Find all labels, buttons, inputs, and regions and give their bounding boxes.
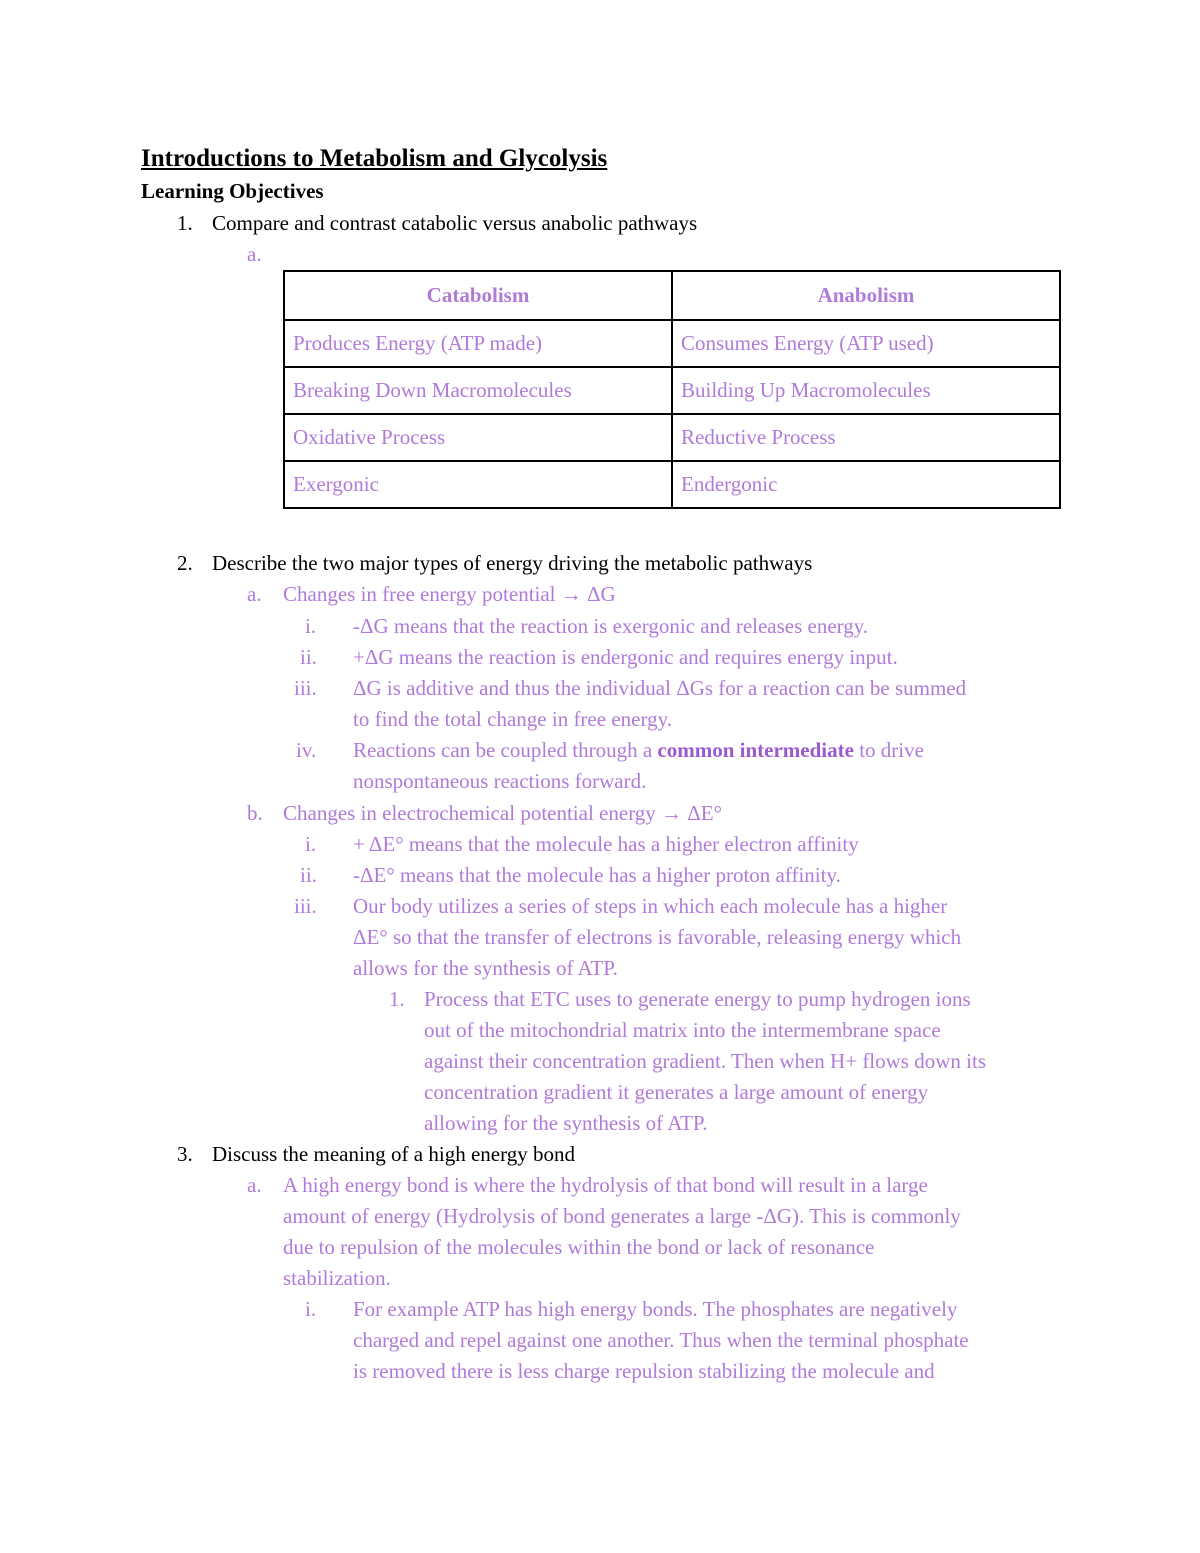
list-item-text: stabilization. bbox=[283, 1266, 391, 1290]
list-item-text: ΔG is additive and thus the individual ΔGs for a reaction can be summed bbox=[353, 676, 967, 700]
list-item-text: +ΔG means the reaction is endergonic and requires energy input. bbox=[353, 645, 898, 669]
list-number: 3. bbox=[177, 1142, 193, 1166]
text-run: to drive bbox=[853, 738, 924, 762]
table-cell: Consumes Energy (ATP used) bbox=[672, 320, 1060, 367]
table-row bbox=[284, 414, 1060, 461]
comparison-table bbox=[283, 270, 1061, 509]
column-header: Anabolism bbox=[672, 271, 1060, 320]
list-item-text: to find the total change in free energy. bbox=[353, 707, 672, 731]
objective-text: Compare and contrast catabolic versus anabolic pathways bbox=[212, 211, 698, 235]
objective-text: Describe the two major types of energy driving the metabolic pathways bbox=[212, 551, 813, 575]
list-item-text: Changes in free energy potential → ΔG bbox=[283, 582, 616, 606]
list-item-text: -ΔG means that the reaction is exergonic and releases energy. bbox=[353, 614, 869, 638]
table-cell: Breaking Down Macromolecules bbox=[284, 367, 672, 414]
table-row bbox=[284, 461, 1060, 508]
table-cell: Endergonic bbox=[672, 461, 1060, 508]
table-cell: Building Up Macromolecules bbox=[672, 367, 1060, 414]
list-item-text: allows for the synthesis of ATP. bbox=[353, 956, 618, 980]
list-item-text: amount of energy (Hydrolysis of bond generates a large -ΔG). This is commonly bbox=[283, 1204, 961, 1228]
objective-text: Discuss the meaning of a high energy bond bbox=[212, 1142, 575, 1166]
section-heading: Learning Objectives bbox=[141, 179, 324, 203]
list-marker: i. bbox=[305, 832, 317, 856]
list-item-text: For example ATP has high energy bonds. The phosphates are negatively bbox=[353, 1297, 958, 1321]
table-cell: Reductive Process bbox=[672, 414, 1060, 461]
column-header: Catabolism bbox=[284, 271, 672, 320]
table-row bbox=[284, 367, 1060, 414]
list-item-text: against their concentration gradient. Then when H+ flows down its bbox=[424, 1049, 986, 1073]
list-marker: 1. bbox=[389, 987, 405, 1011]
table-row bbox=[284, 320, 1060, 367]
table-header-row bbox=[284, 271, 1060, 320]
list-item-text: Our body utilizes a series of steps in which each molecule has a higher bbox=[353, 894, 948, 918]
list-marker: iv. bbox=[296, 738, 317, 762]
list-number: 1. bbox=[177, 211, 193, 235]
list-item-text: -ΔE° means that the molecule has a higher proton affinity. bbox=[353, 863, 841, 887]
text-run: Reactions can be coupled through a bbox=[353, 738, 658, 762]
list-marker: a. bbox=[247, 582, 262, 606]
list-marker: ii. bbox=[300, 645, 317, 669]
list-item-text: Process that ETC uses to generate energy to pump hydrogen ions bbox=[424, 987, 971, 1011]
list-marker: ii. bbox=[300, 863, 317, 887]
list-item-text: concentration gradient it generates a large amount of energy bbox=[424, 1080, 929, 1104]
list-marker: i. bbox=[305, 1297, 317, 1321]
list-marker: b. bbox=[247, 801, 263, 825]
list-item-text: charged and repel against one another. Thus when the terminal phosphate bbox=[353, 1328, 969, 1352]
list-item-text: allowing for the synthesis of ATP. bbox=[424, 1111, 708, 1135]
list-item-text: A high energy bond is where the hydrolysis of that bond will result in a large bbox=[283, 1173, 928, 1197]
table-cell: Produces Energy (ATP made) bbox=[284, 320, 672, 367]
list-number: 2. bbox=[177, 551, 193, 575]
table-cell: Exergonic bbox=[284, 461, 672, 508]
list-marker: iii. bbox=[294, 894, 317, 918]
list-item-text: is removed there is less charge repulsion stabilizing the molecule and bbox=[353, 1359, 935, 1383]
list-item-text: due to repulsion of the molecules within the bond or lack of resonance bbox=[283, 1235, 875, 1259]
document-title: Introductions to Metabolism and Glycolysis bbox=[141, 145, 608, 172]
list-item-text: ΔE° so that the transfer of electrons is favorable, releasing energy which bbox=[353, 925, 962, 949]
list-item-text bbox=[353, 735, 924, 766]
list-marker: i. bbox=[305, 614, 317, 638]
bold-term: common intermediate bbox=[657, 738, 854, 762]
list-marker: a. bbox=[247, 1173, 262, 1197]
list-item-text: + ΔE° means that the molecule has a higher electron affinity bbox=[353, 832, 859, 856]
list-marker: a. bbox=[247, 242, 262, 266]
table-cell: Oxidative Process bbox=[284, 414, 672, 461]
list-item-text: Changes in electrochemical potential energy → ΔE° bbox=[283, 801, 723, 825]
list-item-text: nonspontaneous reactions forward. bbox=[353, 769, 647, 793]
list-marker: iii. bbox=[294, 676, 317, 700]
list-item-text: out of the mitochondrial matrix into the intermembrane space bbox=[424, 1018, 941, 1042]
